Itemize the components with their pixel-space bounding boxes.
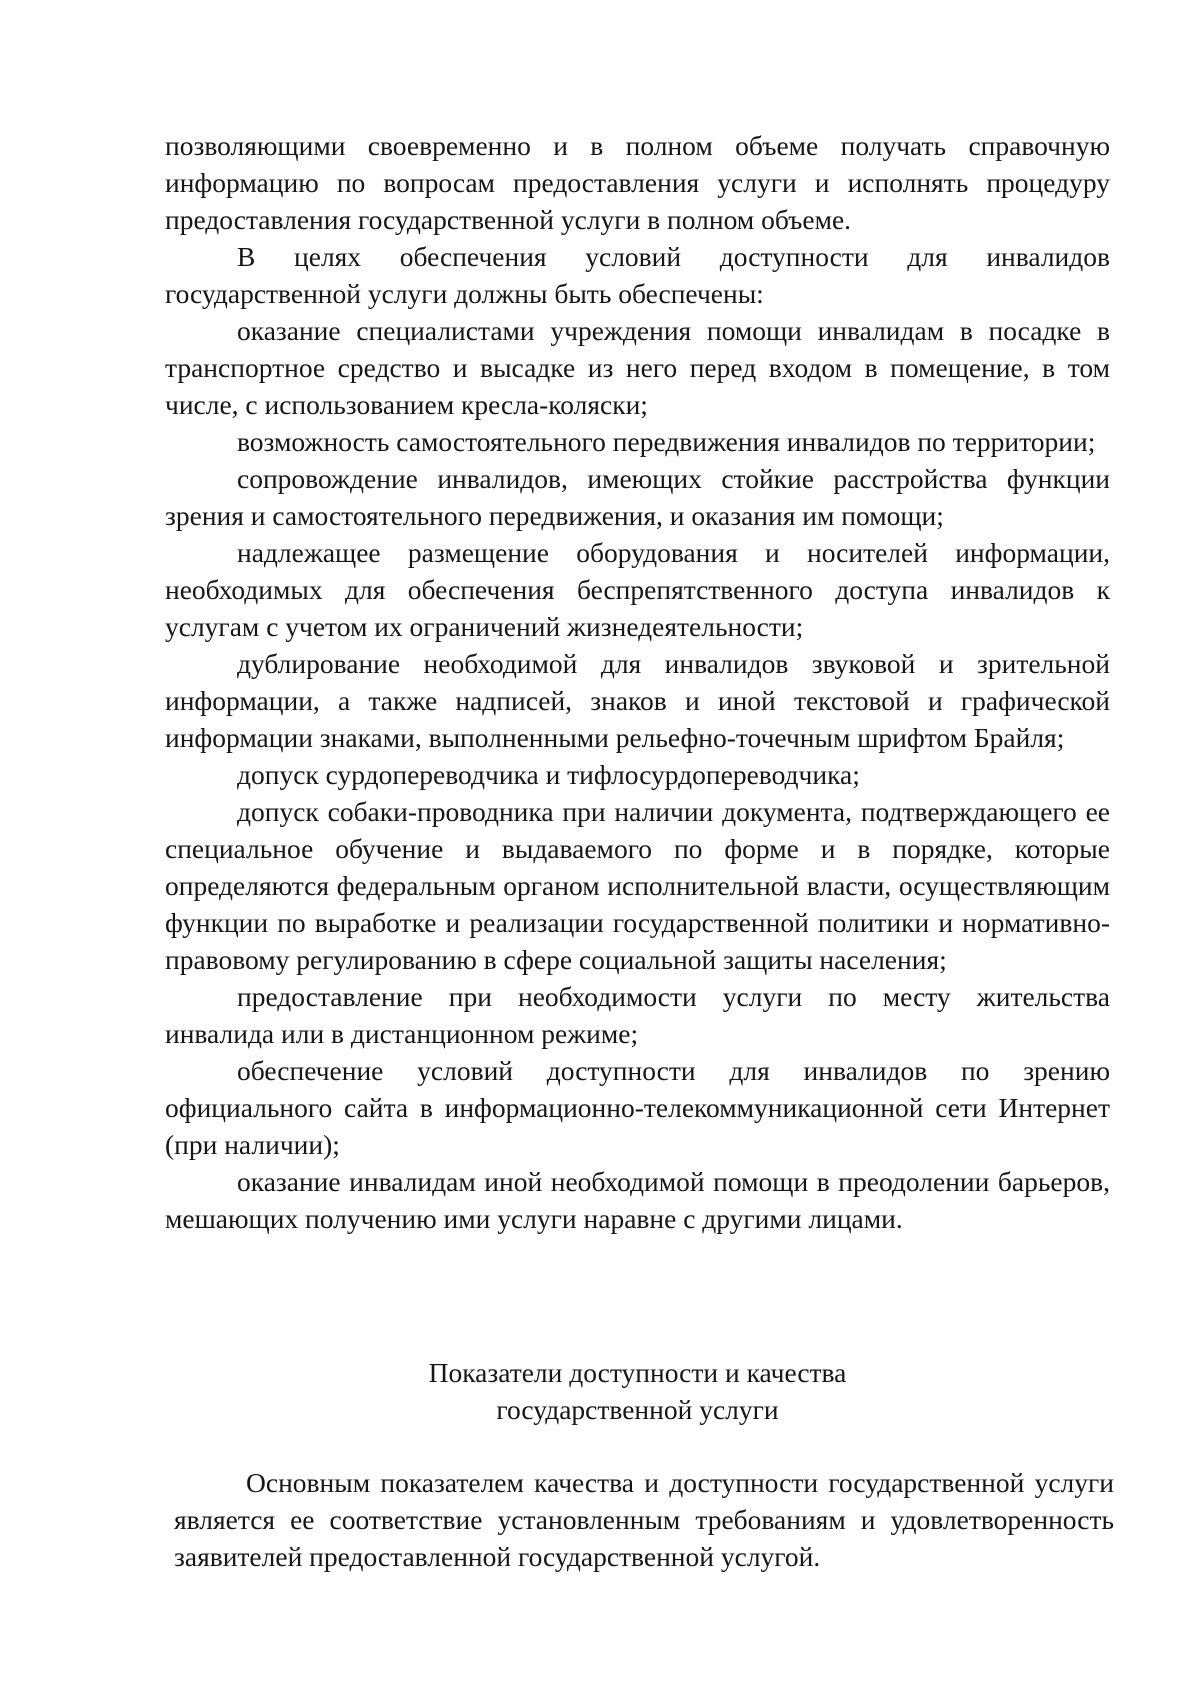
- section-heading-line-1: Показатели доступности и качества: [428, 1357, 847, 1388]
- paragraph-braille-duplication: дублирование необходимой для инвалидов звуковой и зрительной информации, а также надписей, знаков и иной текстовой и графической информации знаками, выполненными рельефно-точечным шрифтом Брайля;: [165, 648, 1110, 753]
- paragraph-other-assistance: оказание инвалидам иной необходимой помощи в преодолении барьеров, мешающих получению ими услуги наравне с другими лицами.: [165, 1166, 1110, 1234]
- paragraph-sign-interpreter: допуск сурдопереводчика и тифлосурдопереводчика;: [237, 759, 860, 790]
- paragraph-guide-dog: допуск собаки-проводника при наличии документа, подтверждающего ее специальное обучение и выдаваемого по форме и в порядке, которые определяются федеральным органом исполнительной власти, осуществляющим функции по выработке и реализации государственной политики и нормативно-правовому регулированию в сфере социальной защиты населения;: [165, 796, 1110, 975]
- final-section: [174, 1464, 1114, 1575]
- paragraph-boarding-assistance: оказание специалистами учреждения помощи инвалидам в посадке в транспортное средство и высадке из него перед входом в помещение, в том числе, с использованием кресла-коляски;: [165, 315, 1110, 420]
- paragraph-remote-service: предоставление при необходимости услуги по месту жительства инвалида или в дистанционном режиме;: [165, 981, 1110, 1049]
- section-heading: [165, 1354, 1110, 1428]
- document-body: [165, 127, 1110, 1237]
- section-heading-line-2: государственной услуги: [496, 1394, 779, 1425]
- paragraph-quality-indicator: Основным показателем качества и доступности государственной услуги является ее соответствие установленным требованиям и удовлетворенность заявителей предоставленной государственной услугой.: [174, 1467, 1114, 1572]
- paragraph-escort: сопровождение инвалидов, имеющих стойкие расстройства функции зрения и самостоятельного передвижения, и оказания им помощи;: [165, 463, 1110, 531]
- paragraph-equipment-placement: надлежащее размещение оборудования и носителей информации, необходимых для обеспечения беспрепятственного доступа инвалидов к услугам с учетом их ограничений жизнедеятельности;: [165, 537, 1110, 642]
- paragraph-accessibility-intro: В целях обеспечения условий доступности для инвалидов государственной услуги должны быть обеспечены:: [165, 241, 1110, 309]
- paragraph-continuation: позволяющими своевременно и в полном объеме получать справочную информацию по вопросам предоставления услуги и исполнять процедуру предоставления государственной услуги в полном объеме.: [165, 130, 1110, 235]
- paragraph-independent-movement: возможность самостоятельного передвижения инвалидов по территории;: [237, 426, 1096, 457]
- paragraph-website-accessibility: обеспечение условий доступности для инвалидов по зрению официального сайта в информационно-телекоммуникационной сети Интернет (при наличии);: [165, 1055, 1110, 1160]
